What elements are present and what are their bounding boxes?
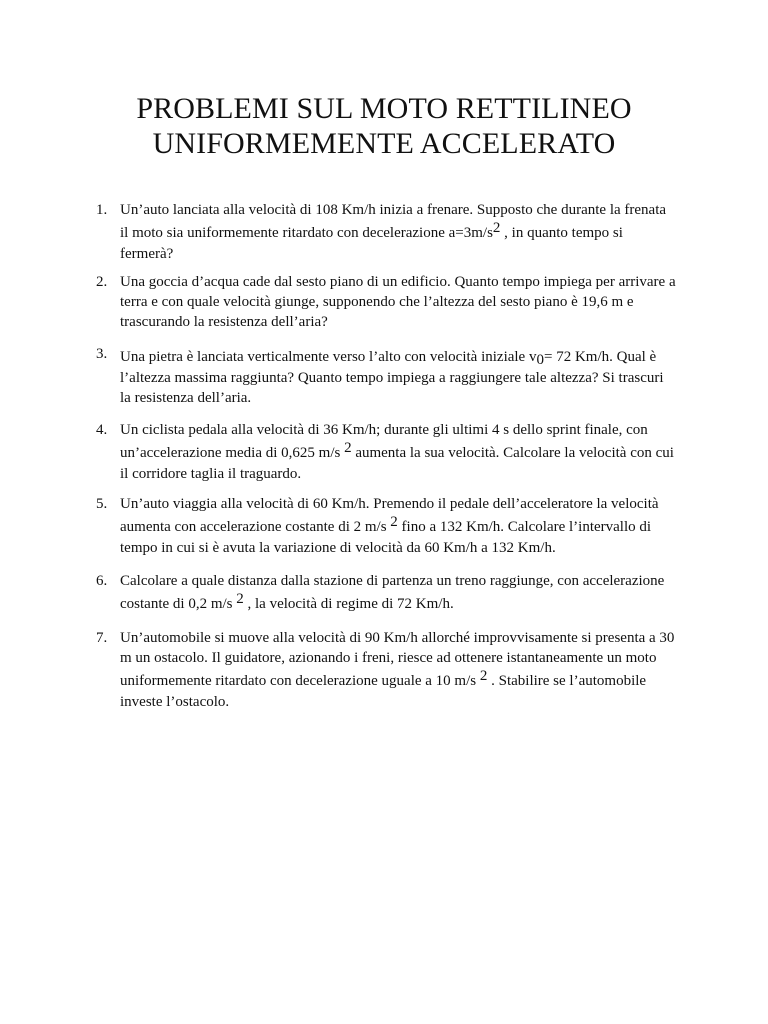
problem-number: 7. [96,630,108,646]
problem-line [120,538,700,558]
text-run: m un ostacolo. Il guidatore, azionando i freni, riesce ad ottenere istantaneamente un moto [120,650,657,666]
problem-line [120,464,700,484]
text-run: il moto sia uniformemente ritardato con decelerazione a=3m/s [120,225,493,241]
problem-number: 1. [96,202,108,218]
text-run: tempo in cui si è avuta la variazione di velocità da 60 Km/h a 132 Km/h. [120,540,556,556]
text-run: Una goccia d’acqua cade dal sesto piano di un edificio. Quanto tempo impiega per arrivare a [120,274,676,290]
text-run: . Stabilire se l’automobile [487,673,647,689]
problem-text [120,200,700,264]
problem-line [120,571,700,591]
problem-text [120,494,700,558]
problem-text [120,344,700,408]
text-run: terra e con quale velocità giunge, supponendo che l’altezza del sesto piano è 19,6 m e [120,294,634,310]
title-line-1: PROBLEMI SUL MOTO RETTILINEO [136,92,632,125]
text-run: Calcolare a quale distanza dalla stazione di partenza un treno raggiunge, con accelerazione [120,573,665,589]
problem-line [120,346,700,368]
text-run: Una pietra è lanciata verticalmente verso l’alto con velocità iniziale v [120,349,537,365]
page-title [0,91,768,161]
text-run: investe l’ostacolo. [120,694,230,710]
problem-number: 2. [96,274,108,290]
problem-line [120,244,700,264]
problem-text [120,571,700,615]
text-run: aumenta la sua velocità. Calcolare la velocità con cui [351,445,674,461]
problem-text [120,420,700,484]
text-run: uniformemente ritardato con decelerazione uguale a 10 m/s [120,673,480,689]
problem-number: 6. [96,573,108,589]
problem-line [120,200,700,220]
problem-line [120,442,700,464]
text-run: , in quanto tempo si [500,225,623,241]
text-run: costante di 0,2 m/s [120,596,237,612]
problem-number: 4. [96,422,108,438]
problem-text [120,628,700,712]
text-run: , la velocità di regime di 72 Km/h. [243,596,454,612]
problem-number: 3. [96,346,108,362]
text-run: il corridore taglia il traguardo. [120,466,302,482]
text-run: un’accelerazione media di 0,625 m/s [120,445,345,461]
problem-line [120,670,700,692]
text-run: fermerà? [120,246,174,262]
text-run: Un’automobile si muove alla velocità di 90 Km/h allorché improvvisamente si presenta a 30 [120,630,675,646]
problem-line [120,368,700,388]
text-run: l’altezza massima raggiunta? Quanto tempo impiega a raggiungere tale altezza? Si trascuri [120,370,664,386]
superscript-exponent: 2 [344,440,352,456]
text-run: trascurando la resistenza dell’aria? [120,314,328,330]
text-run: la resistenza dell’aria. [120,390,252,406]
superscript-exponent: 2 [492,220,501,236]
problem-line [120,272,700,292]
problem-line [120,494,700,514]
text-run: fino a 132 Km/h. Calcolare l’intervallo di [397,519,652,535]
title-line-2: UNIFORMEMENTE ACCELERATO [152,127,616,160]
problem-line [120,692,700,712]
problem-line [120,292,700,312]
problem-text [120,272,700,332]
problem-line [120,420,700,440]
problem-line [120,648,700,668]
text-run: = 72 Km/h. Qual è [543,349,657,365]
problem-line [120,516,700,538]
problem-line [120,388,700,408]
problem-line [120,312,700,332]
text-run: aumenta con accelerazione costante di 2 m/s [120,519,391,535]
text-run: Un ciclista pedala alla velocità di 36 Km/h; durante gli ultimi 4 s dello sprint finale, con [120,422,648,438]
problem-number: 5. [96,496,108,512]
subscript-index: 0 [536,352,544,368]
problem-line [120,628,700,648]
text-run: Un’auto lanciata alla velocità di 108 Km/h inizia a frenare. Supposto che durante la frenata [120,202,667,218]
problem-line [120,222,700,244]
superscript-exponent: 2 [479,668,488,684]
superscript-exponent: 2 [236,591,244,607]
text-run: Un’auto viaggia alla velocità di 60 Km/h. Premendo il pedale dell’acceleratore la velocità [120,496,659,512]
problem-line [120,593,700,615]
superscript-exponent: 2 [390,514,398,530]
